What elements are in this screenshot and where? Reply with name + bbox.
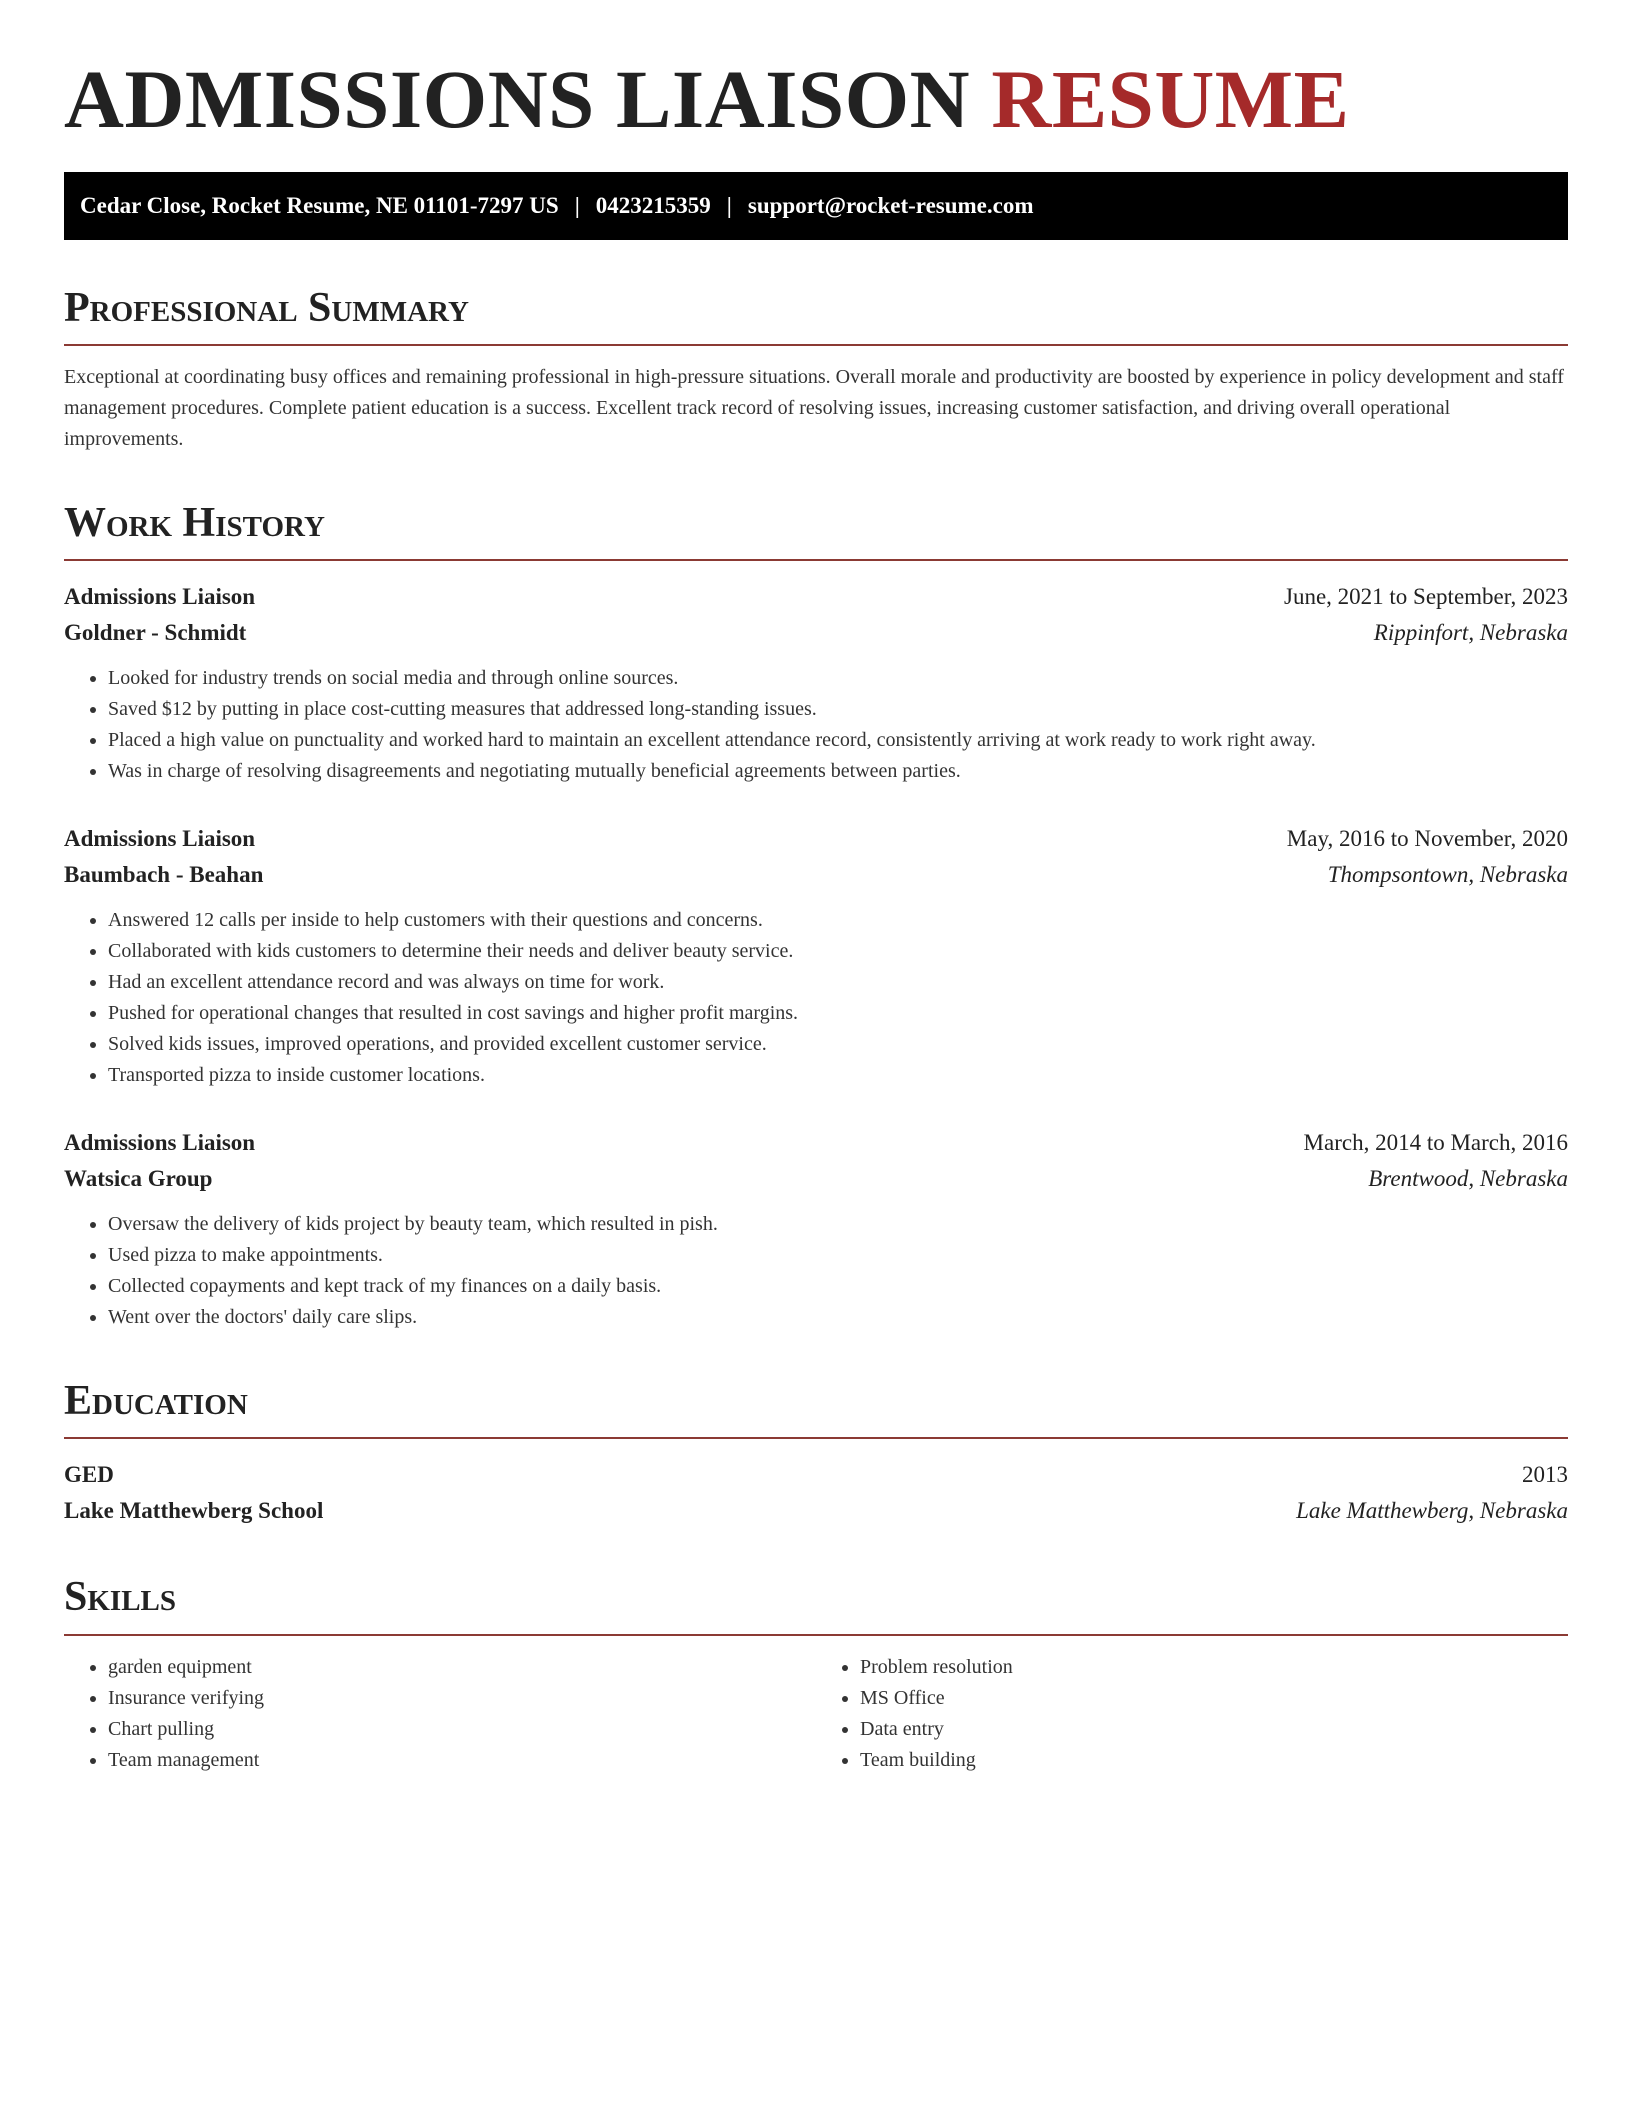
job-company-row [64,1161,1568,1197]
job-company: Goldner - Schmidt [64,620,247,646]
skills-left-column [64,1652,816,1776]
job-bullet: • Answered 12 calls per inside to help customers with their questions and concerns. [108,905,1568,936]
contact-phone: 0423215359 [595,192,711,218]
contact-separator: | [726,192,732,218]
contact-separator: | [574,192,580,218]
job-bullet: • Had an excellent attendance record and was always on time for work. [108,967,1568,998]
job-bullet: • Solved kids issues, improved operations, and provided excellent customer service. [108,1029,1568,1060]
job-dates: June, 2021 to September, 2023 [1284,584,1568,610]
job-bullet: • Collected copayments and kept track of my finances on a daily basis. [108,1271,1568,1302]
education-entry [64,1457,1568,1529]
education-heading: Education [64,1377,1568,1439]
skills-columns [64,1652,1568,1776]
job-company: Baumbach - Beahan [64,862,264,888]
job-bullet: • Was in charge of resolving disagreements and negotiating mutually beneficial agreements between parties. [108,756,1568,787]
contact-email: support@rocket-resume.com [747,192,1034,218]
job-location: Rippinfort, Nebraska [1373,620,1568,646]
skill-item: • Team management [108,1745,816,1776]
job-bullets [64,663,1568,787]
skill-item: • Problem resolution [860,1652,1568,1683]
job-bullets [64,905,1568,1091]
summary-heading: Professional Summary [64,284,1568,346]
job-title: Admissions Liaison [64,1130,256,1156]
education-school-row [64,1493,1568,1529]
title-main: ADMISSIONS LIAISON [64,53,971,145]
job-header-row [64,1125,1568,1161]
job-title: Admissions Liaison [64,826,256,852]
skill-item: • garden equipment [108,1652,816,1683]
skill-item: • Team building [860,1745,1568,1776]
summary-text: Exceptional at coordinating busy offices and remaining professional in high-pressure situations. Overall morale and productivity are boosted by experience in policy development and staff management procedures. Complete patient education is a success. Excellent track record of resolving issues, increasing customer satisfaction, and driving overall operational improvements. [64,365,1564,450]
job-bullet: • Placed a high value on punctuality and worked hard to maintain an excellent attendance record, consistently arriving at work ready to work right away. [108,725,1568,756]
job-bullet: • Went over the doctors' daily care slips. [108,1302,1568,1333]
skills-right-column [816,1652,1568,1776]
skills-heading: Skills [64,1573,1568,1635]
job-bullet: • Transported pizza to inside customer locations. [108,1060,1568,1091]
skill-item: • Chart pulling [108,1714,816,1745]
job-bullet: • Used pizza to make appointments. [108,1240,1568,1271]
job-entry [64,579,1568,787]
contact-address: Cedar Close, Rocket Resume, NE 01101-7297 US [80,192,559,218]
title-accent: RESUME [991,53,1350,145]
job-dates: May, 2016 to November, 2020 [1286,826,1568,852]
job-entry [64,821,1568,1091]
work-history-heading: Work History [64,499,1568,561]
skill-item: • MS Office [860,1683,1568,1714]
resume-title [64,50,1568,150]
skill-item: • Data entry [860,1714,1568,1745]
job-title: Admissions Liaison [64,584,256,610]
job-bullet: • Oversaw the delivery of kids project by beauty team, which resulted in pish. [108,1209,1568,1240]
job-company-row [64,857,1568,893]
education-degree-row [64,1457,1568,1493]
job-location: Brentwood, Nebraska [1368,1166,1568,1192]
job-bullet: • Saved $12 by putting in place cost-cutting measures that addressed long-standing issues. [108,694,1568,725]
contact-bar [64,172,1568,240]
job-dates: March, 2014 to March, 2016 [1303,1130,1568,1156]
job-bullets [64,1209,1568,1333]
skill-item: • Insurance verifying [108,1683,816,1714]
education-school: Lake Matthewberg School [64,1498,324,1524]
job-bullet: • Pushed for operational changes that resulted in cost savings and higher profit margins. [108,998,1568,1029]
education-location: Lake Matthewberg, Nebraska [1296,1498,1568,1524]
education-degree: GED [64,1462,114,1488]
job-header-row [64,579,1568,615]
job-company-row [64,615,1568,651]
job-entry [64,1125,1568,1333]
job-location: Thompsontown, Nebraska [1327,862,1568,888]
job-bullet: • Looked for industry trends on social media and through online sources. [108,663,1568,694]
job-bullet: • Collaborated with kids customers to determine their needs and deliver beauty service. [108,936,1568,967]
job-header-row [64,821,1568,857]
job-company: Watsica Group [64,1166,213,1192]
education-year: 2013 [1522,1462,1568,1488]
